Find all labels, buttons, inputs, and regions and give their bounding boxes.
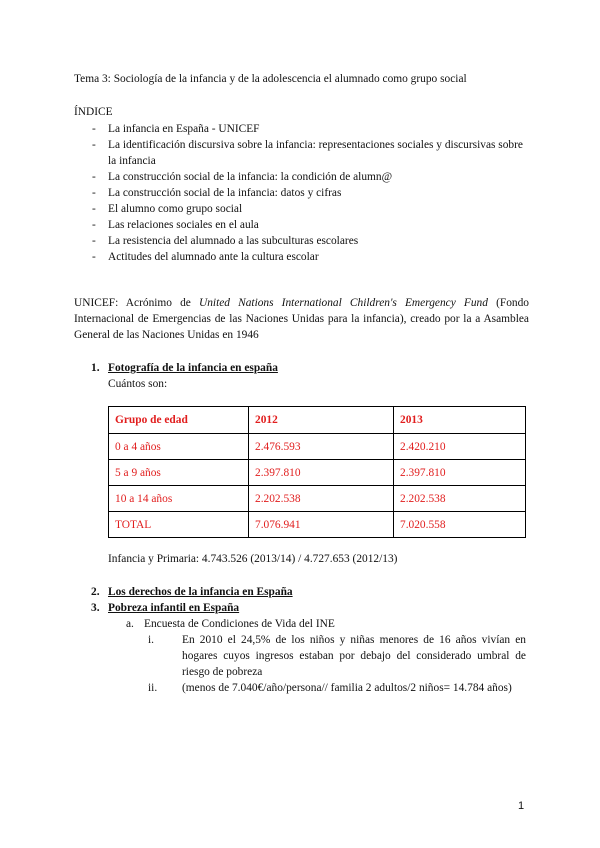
- unicef-acronym-expansion: United Nations International Children's Emergency Fund: [198, 297, 488, 309]
- table-cell: 2.397.810: [394, 460, 526, 486]
- section-1-heading: [91, 360, 278, 376]
- table-cell: 0 a 4 años: [109, 434, 249, 460]
- section-1-subtitle: Cuántos son:: [108, 378, 168, 390]
- section-title: Pobreza infantil en España: [108, 602, 240, 614]
- table-cell: 2.397.810: [249, 460, 394, 486]
- section-number: 1.: [91, 362, 100, 374]
- table-cell: 2.202.538: [249, 486, 394, 512]
- table-cell: 7.020.558: [394, 512, 526, 538]
- list-item: - La construcción social de la infancia: la condición de alumn@: [92, 169, 532, 185]
- list-item: En 2010 el 24,5% de los niños y niñas menores de 16 años vivían en hogares cuyos ingresos estaban por debajo del considerado umbral de riesgo de pobreza: [182, 634, 526, 678]
- table-row: [109, 434, 526, 460]
- section-2-heading: [91, 584, 293, 600]
- unicef-suffix: (Fondo Internacional de Emergencias de las Naciones Unidas para la infancia), creado por la a Asamblea General de las Naciones Unidas en 1946: [74, 297, 529, 341]
- list-item: - La construcción social de la infancia: datos y cifras: [92, 185, 532, 201]
- table-cell: 2.202.538: [394, 486, 526, 512]
- list-item: - Las relaciones sociales en el aula: [92, 217, 532, 233]
- list-item: (menos de 7.040€/año/persona// familia 2 adultos/2 niños= 14.784 años): [182, 682, 512, 694]
- page-title: Tema 3: Sociología de la infancia y de la adolescencia el alumnado como grupo social: [74, 73, 467, 85]
- list-item: - La identificación discursiva sobre la infancia: representaciones sociales y discursivas sobre la infancia: [92, 137, 532, 169]
- section-title: Fotografía de la infancia en españa: [108, 362, 278, 374]
- index-heading: ÍNDICE: [74, 106, 113, 118]
- list-item: - Actitudes del alumnado ante la cultura escolar: [92, 249, 532, 265]
- table-row: [109, 486, 526, 512]
- list-marker: a.: [126, 618, 134, 630]
- table-cell: 2.420.210: [394, 434, 526, 460]
- list-item: - La infancia en España - UNICEF: [92, 121, 532, 137]
- age-group-table: [108, 406, 526, 538]
- unicef-prefix: UNICEF: Acrónimo de: [74, 297, 199, 309]
- section-title: Los derechos de la infancia en España: [108, 586, 293, 598]
- table-cell: 10 a 14 años: [109, 486, 249, 512]
- table-header-cell: 2013: [394, 407, 526, 434]
- list-marker: i.: [148, 634, 155, 646]
- table-header-row: [109, 407, 526, 434]
- list-item: - El alumno como grupo social: [92, 201, 532, 217]
- subsection-text: Encuesta de Condiciones de Vida del INE: [144, 618, 335, 630]
- table-cell: 7.076.941: [249, 512, 394, 538]
- table-header-cell: Grupo de edad: [109, 407, 249, 434]
- section-number: 3.: [91, 602, 100, 614]
- section-number: 2.: [91, 586, 100, 598]
- page-number: 1: [518, 800, 525, 812]
- section-3-heading: [91, 600, 239, 616]
- table-row: [109, 460, 526, 486]
- subsection-a: [126, 616, 335, 632]
- unicef-paragraph: [74, 295, 529, 343]
- table-cell: 5 a 9 años: [109, 460, 249, 486]
- list-marker: ii.: [148, 682, 158, 694]
- index-list: [92, 121, 532, 265]
- enrollment-stats: Infancia y Primaria: 4.743.526 (2013/14) / 4.727.653 (2012/13): [108, 553, 398, 565]
- table-header-cell: 2012: [249, 407, 394, 434]
- table-cell: TOTAL: [109, 512, 249, 538]
- table-row: [109, 512, 526, 538]
- list-item: - La resistencia del alumnado a las subculturas escolares: [92, 233, 532, 249]
- table-cell: 2.476.593: [249, 434, 394, 460]
